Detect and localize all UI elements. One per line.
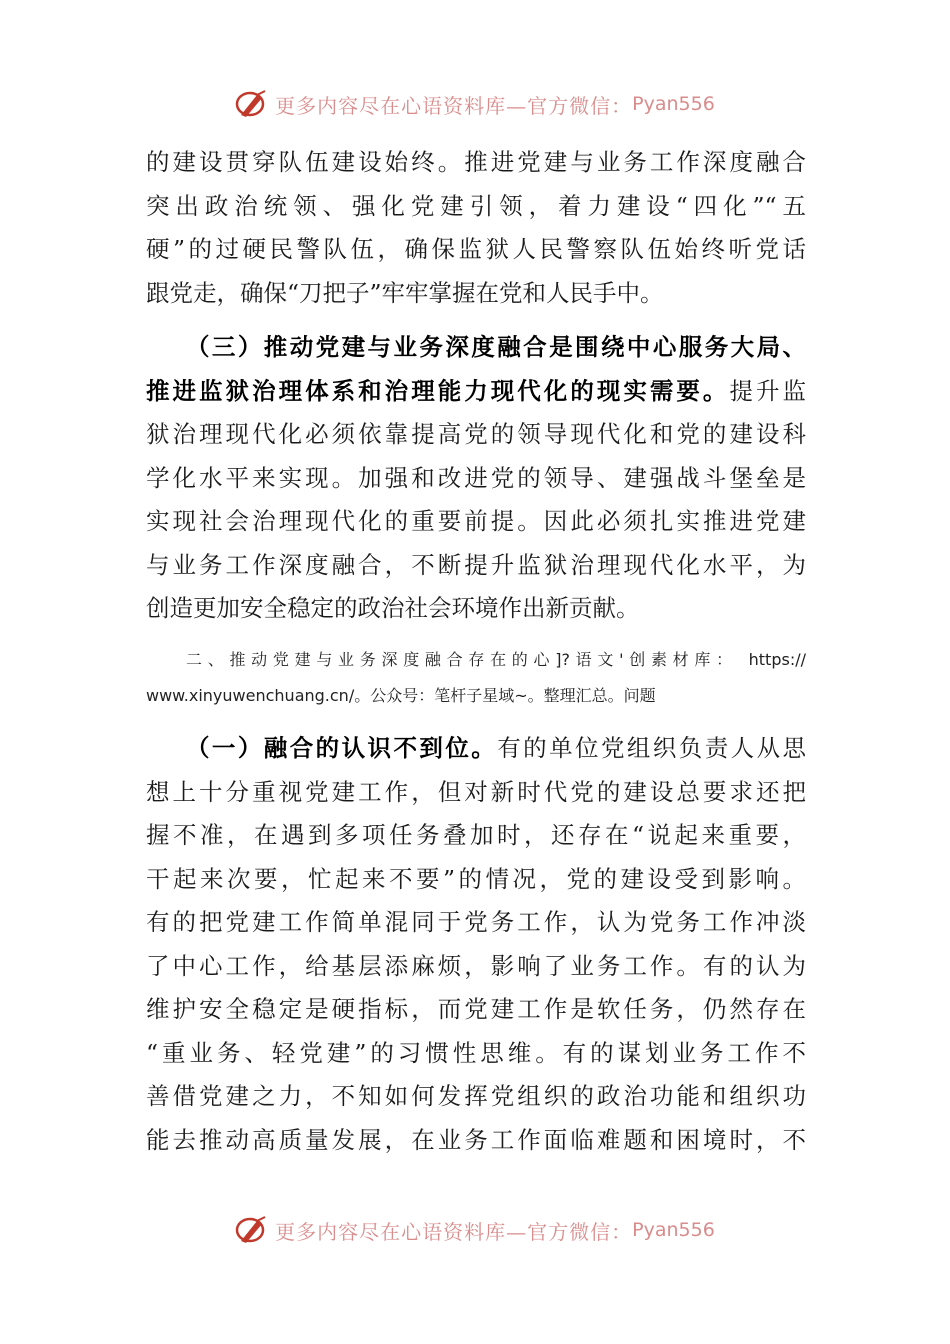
text-line: 突出政治统领、强化党建引领，着力建设“四化”“五 <box>146 191 806 220</box>
watermark-wechat-id: Pyan556 <box>632 1219 715 1241</box>
text-line: 学化水平来实现。加强和改进党的领导、建强战斗堡垒是 <box>146 463 806 492</box>
paragraph-2 <box>146 326 806 631</box>
paragraph-3 <box>146 727 806 1162</box>
text-line: 狱治理现代化必须依靠提高党的领导现代化和党的建设科 <box>146 420 806 448</box>
text-line: 的建设贯穿队伍建设始终。推进党建与业务工作深度融合 <box>146 148 806 176</box>
text-line: 实现社会治理现代化的重要前提。因此必须扎实推进党建 <box>146 507 806 535</box>
watermark-text: 更多内容尽在心语资料库—官方微信： <box>275 93 633 118</box>
text-line: 了中心工作，给基层添麻烦，影响了业务工作。有的认为 <box>146 951 806 980</box>
watermark-text: 更多内容尽在心语资料库—官方微信： <box>275 1219 633 1244</box>
text-line: 跟党走，确保“刀把子”牢牢掌握在党和人民手中。 <box>146 278 664 307</box>
text-line: 与业务工作深度融合，不断提升监狱治理现代化水平，为 <box>146 550 806 579</box>
text-line: “重业务、轻党建”的习惯性思维。有的谋划业务工作不 <box>146 1038 806 1067</box>
text-line: 干起来次要，忙起来不要”的情况，党的建设受到影响。 <box>146 864 806 893</box>
text-line: 能去推动高质量发展，在业务工作面临难题和困境时，不 <box>146 1125 806 1154</box>
pen-logo-icon <box>235 1215 269 1245</box>
body-text: 有的单位党组织负责人从思 <box>497 734 806 762</box>
watermark-wechat-id: Pyan556 <box>632 93 715 115</box>
text-line: 创造更加安全稳定的政治社会环境作出新贡献。 <box>146 594 640 622</box>
text-line <box>146 727 806 771</box>
heading-text: 推进监狱治理体系和治理能力现代化的现实需要。 <box>146 376 730 405</box>
watermark-banner-bottom <box>0 1210 950 1250</box>
watermark-banner-top <box>0 84 950 124</box>
text-line: 想上十分重视党建工作，但对新时代党的建设总要求还把 <box>146 777 806 806</box>
text-line: 善借党建之力，不知如何发挥党组织的政治功能和组织功 <box>146 1082 806 1110</box>
text-line <box>146 370 806 414</box>
heading-text: （三）推动党建与业务深度融合是围绕中心服务大局、 <box>186 333 806 361</box>
text-line: 有的把党建工作简单混同于党务工作，认为党务工作冲淡 <box>146 908 806 936</box>
section-heading <box>146 326 806 370</box>
text-line: 维护安全稳定是硬指标，而党建工作是软任务，仍然存在 <box>146 995 806 1023</box>
paragraph-1 <box>146 141 806 315</box>
heading-text: （一）融合的认识不到位。 <box>186 734 498 762</box>
body-text: 提升监 <box>729 376 806 405</box>
section-note-line: 二、推动党建与业务深度融合存在的心]?语文'创素材库： https:// <box>186 650 806 669</box>
text-line: 硬”的过硬民警队伍，确保监狱人民警察队伍始终听党话 <box>146 235 806 263</box>
text-line: 握不准，在遇到多项任务叠加时，还存在“说起来重要， <box>146 821 806 849</box>
section-note-line: www.xinyuwenchuang.cn/。公众号：笔杆子星域~。整理汇总。问题 <box>146 686 656 705</box>
pen-logo-icon <box>235 89 269 119</box>
section-note <box>146 642 806 714</box>
